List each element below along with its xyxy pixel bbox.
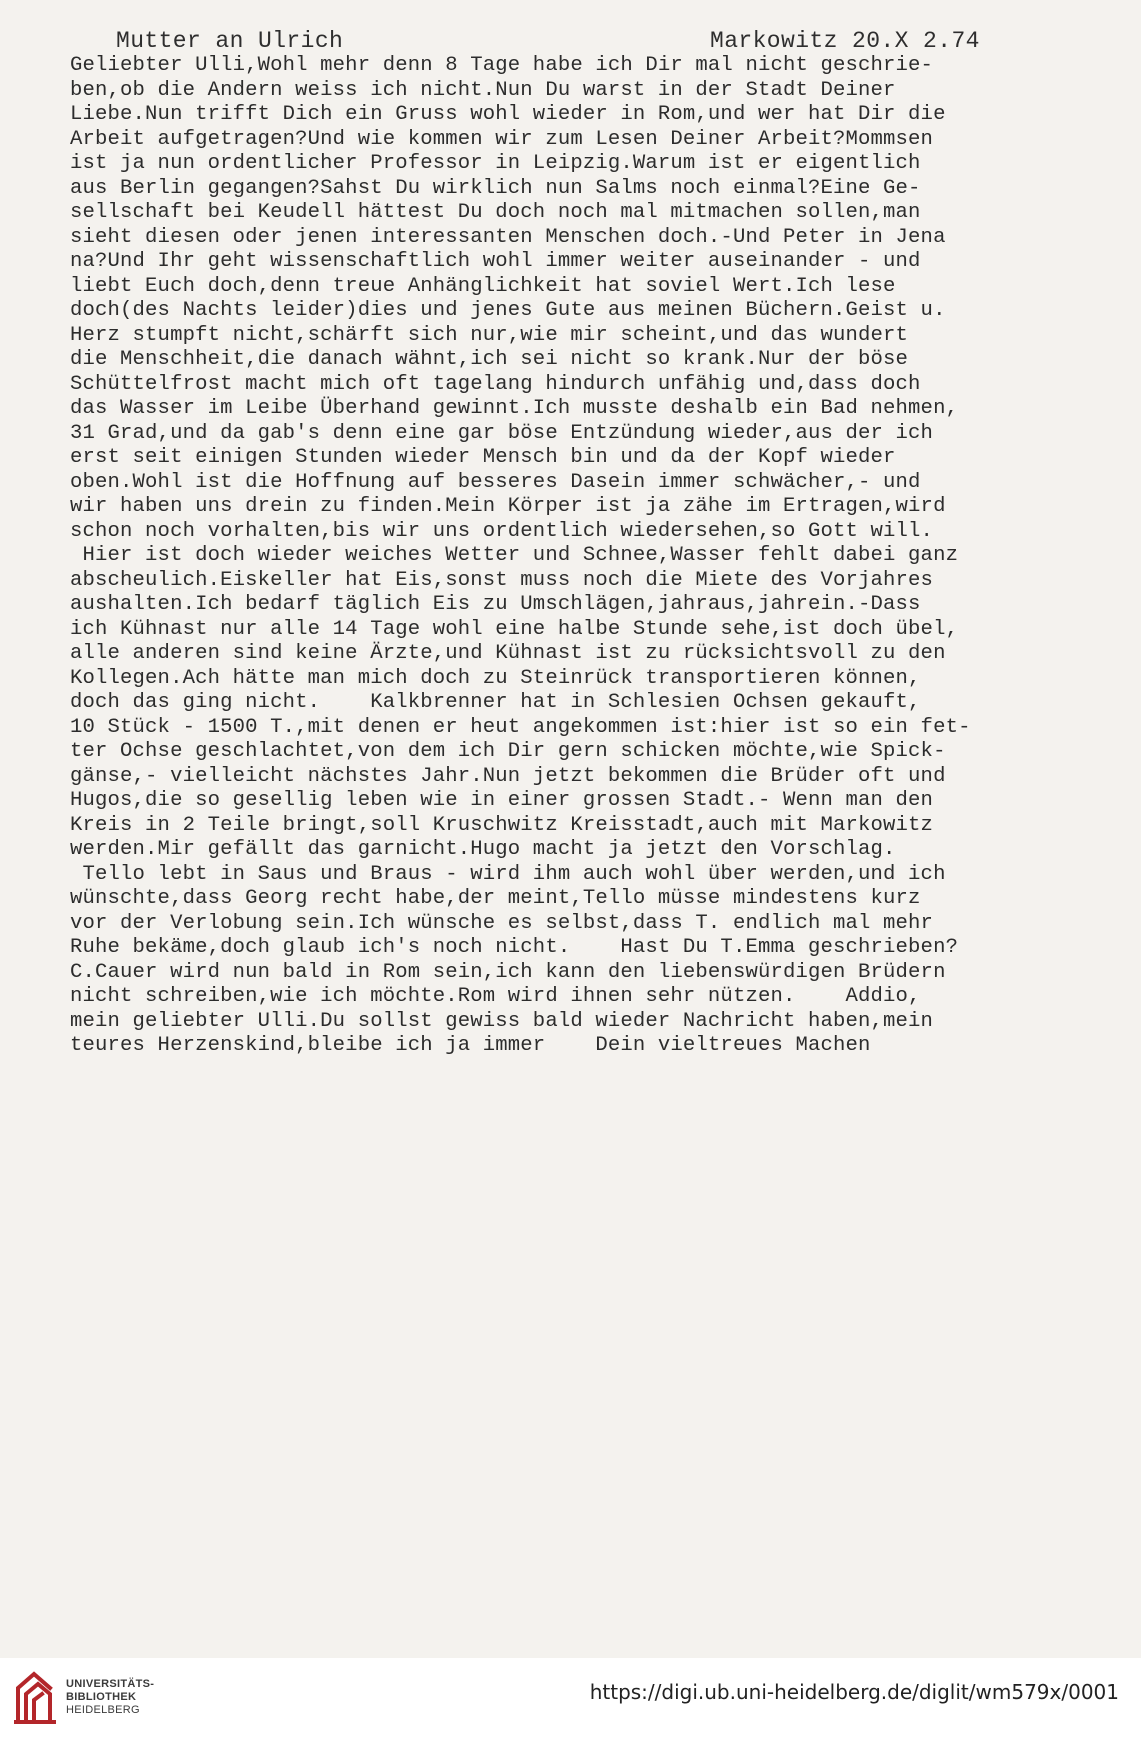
letter-line: 10 Stück - 1500 T.,mit denen er heut angekommen ist:hier ist so ein fet- bbox=[70, 715, 971, 739]
letter-line: sieht diesen oder jenen interessanten Menschen doch.-Und Peter in Jena bbox=[70, 225, 946, 249]
letter-salutation-title: Mutter an Ulrich bbox=[116, 28, 344, 54]
letter-line: erst seit einigen Stunden wieder Mensch bin und da der Kopf wieder bbox=[70, 446, 896, 469]
letter-line: Schüttelfrost macht mich oft tagelang hindurch unfähig und,dass doch bbox=[70, 372, 921, 396]
university-library-logo-icon[interactable] bbox=[10, 1666, 68, 1728]
letter-line: 31 Grad,und da gab's denn eine gar böse Entzündung wieder,aus der ich bbox=[70, 421, 934, 445]
letter-line: ist ja nun ordentlicher Professor in Leipzig.Warum ist er eigentlich bbox=[70, 152, 921, 175]
permalink-url[interactable]: https://digi.ub.uni-heidelberg.de/diglit/wm579x/0001 bbox=[589, 1680, 1119, 1704]
library-name bbox=[66, 1678, 154, 1717]
letter-line: teures Herzenskind,bleibe ich ja immer Dein vieltreues Machen bbox=[70, 1034, 871, 1057]
letter-line: Kollegen.Ach hätte man mich doch zu Steinrück transportieren können, bbox=[70, 666, 921, 690]
letter-line: werden.Mir gefällt das garnicht.Hugo macht ja jetzt den Vorschlag. bbox=[70, 838, 896, 861]
letter-line: Geliebter Ulli,Wohl mehr denn 8 Tage habe ich Dir mal nicht geschrie- bbox=[70, 54, 934, 77]
letter-line: vor der Verlobung sein.Ich wünsche es selbst,dass T. endlich mal mehr bbox=[70, 911, 934, 935]
library-name-line: BIBLIOTHEK bbox=[66, 1691, 137, 1703]
letter-line: aus Berlin gegangen?Sahst Du wirklich nun Salms noch einmal?Eine Ge- bbox=[70, 176, 921, 200]
letter-line: die Menschheit,die danach wähnt,ich sei nicht so krank.Nur der böse bbox=[70, 348, 909, 371]
letter-line: wünschte,dass Georg recht habe,der meint,Tello müsse mindestens kurz bbox=[70, 887, 921, 910]
letter-line: liebt Euch doch,denn treue Anhänglichkeit hat soviel Wert.Ich lese bbox=[70, 274, 896, 298]
letter-line: Kreis in 2 Teile bringt,soll Kruschwitz Kreisstadt,auch mit Markowitz bbox=[70, 813, 934, 837]
letter-line: C.Cauer wird nun bald in Rom sein,ich kann den liebenswürdigen Brüdern bbox=[70, 960, 946, 984]
letter-line: doch das ging nicht. Kalkbrenner hat in Schlesien Ochsen gekauft, bbox=[70, 691, 921, 714]
letter-line: Tello lebt in Saus und Braus - wird ihm auch wohl über werden,und ich bbox=[70, 862, 946, 886]
letter-line: Hugos,die so gesellig leben wie in einer grossen Stadt.- Wenn man den bbox=[70, 789, 934, 812]
letter-line: Arbeit aufgetragen?Und wie kommen wir zum Lesen Deiner Arbeit?Mommsen bbox=[70, 127, 934, 151]
letter-line: na?Und Ihr geht wissenschaftlich wohl immer weiter auseinander - und bbox=[70, 250, 921, 273]
letter-line: ter Ochse geschlachtet,von dem ich Dir gern schicken möchte,wie Spick- bbox=[70, 740, 946, 763]
letter-line: nicht schreiben,wie ich möchte.Rom wird ihnen sehr nützen. Addio, bbox=[70, 985, 921, 1008]
letter-line: das Wasser im Leibe Überhand gewinnt.Ich musste deshalb ein Bad nehmen, bbox=[70, 397, 959, 420]
letter-line: Herz stumpft nicht,schärft sich nur,wie mir scheint,und das wundert bbox=[70, 323, 909, 347]
letter-line: wir haben uns drein zu finden.Mein Körper ist ja zähe im Ertragen,wird bbox=[70, 495, 946, 518]
letter-line: schon noch vorhalten,bis wir uns ordentlich wiedersehen,so Gott will. bbox=[70, 519, 934, 543]
letter-line: Ruhe bekäme,doch glaub ich's noch nicht. Hast Du T.Emma geschrieben? bbox=[70, 936, 959, 959]
letter-place-date: Markowitz 20.X 2.74 bbox=[710, 28, 980, 54]
letter-line: abscheulich.Eiskeller hat Eis,sonst muss noch die Miete des Vorjahres bbox=[70, 568, 934, 592]
letter-line: aushalten.Ich bedarf täglich Eis zu Umschlägen,jahraus,jahrein.-Dass bbox=[70, 593, 921, 616]
letter-line: ben,ob die Andern weiss ich nicht.Nun Du warst in der Stadt Deiner bbox=[70, 78, 896, 102]
letter-line: sellschaft bei Keudell hättest Du doch noch mal mitmachen sollen,man bbox=[70, 201, 921, 224]
digitization-footer bbox=[0, 1658, 1141, 1738]
letter-line: gänse,- vielleicht nächstes Jahr.Nun jetzt bekommen die Brüder oft und bbox=[70, 764, 946, 788]
letter-body bbox=[70, 54, 1120, 1059]
letter-line: oben.Wohl ist die Hoffnung auf besseres Dasein immer schwächer,- und bbox=[70, 470, 921, 494]
letter-line: Hier ist doch wieder weiches Wetter und Schnee,Wasser fehlt dabei ganz bbox=[70, 544, 959, 567]
library-name-line: HEIDELBERG bbox=[66, 1704, 140, 1716]
letter-line: doch(des Nachts leider)dies und jenes Gute aus meinen Büchern.Geist u. bbox=[70, 299, 946, 322]
letter-line: mein geliebter Ulli.Du sollst gewiss bald wieder Nachricht haben,mein bbox=[70, 1009, 934, 1033]
library-name-line: UNIVERSITÄTS- bbox=[66, 1678, 155, 1690]
letter-line: alle anderen sind keine Ärzte,und Kühnast ist zu rücksichtsvoll zu den bbox=[70, 642, 946, 665]
letter-line: Liebe.Nun trifft Dich ein Gruss wohl wieder in Rom,und wer hat Dir die bbox=[70, 103, 946, 126]
letter-line: ich Kühnast nur alle 14 Tage wohl eine halbe Stunde sehe,ist doch übel, bbox=[70, 617, 959, 641]
